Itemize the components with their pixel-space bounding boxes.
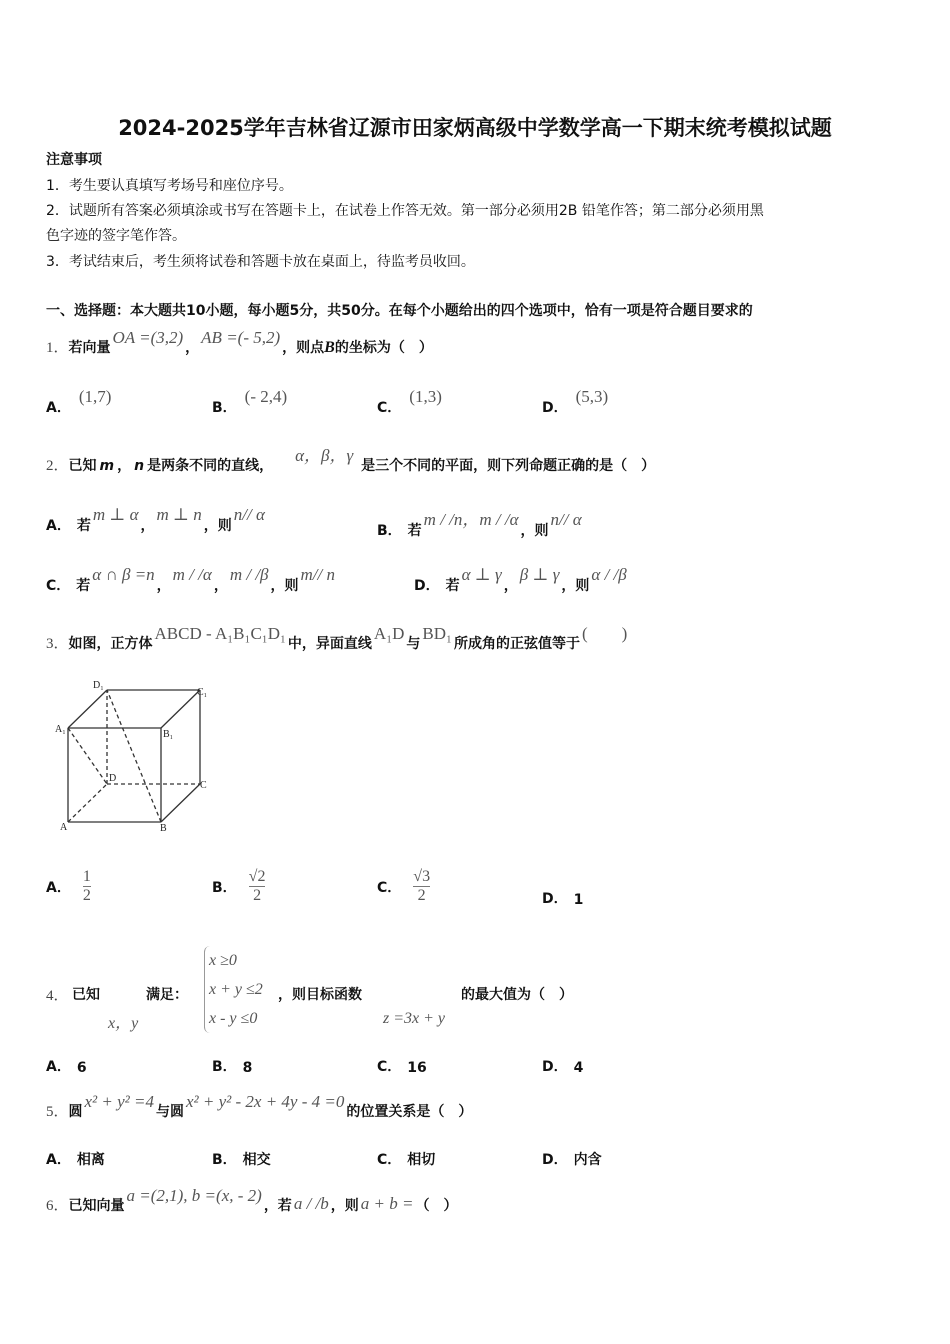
notice-item: 色字迹的签字笔作答。 — [46, 228, 186, 244]
question-text: n — [134, 458, 145, 474]
vertex-label: D₁ — [93, 680, 104, 691]
math: a =(2,1), b =(x, - 2) — [126, 1186, 262, 1205]
option-text: ，则 — [561, 578, 590, 594]
question-text: 的位置关系是（ ） — [346, 1104, 473, 1120]
inequality: x - y ≤0 — [209, 1010, 258, 1027]
question-text: 的坐标为（ ） — [334, 340, 433, 356]
vertex-label: A — [60, 822, 68, 833]
math: α ⊥ γ — [461, 565, 502, 584]
notice-heading: 注意事项 — [46, 152, 102, 168]
question-text: 如图，正方体 — [68, 636, 153, 652]
math: n// α — [550, 510, 582, 529]
page-title: 2024-2025学年吉林省辽源市田家炳高级中学数学高一下期末统考模拟试题 — [118, 116, 832, 140]
option-text: 若 — [76, 578, 91, 594]
option-d[interactable] — [542, 1149, 602, 1169]
option-label: C． — [46, 578, 71, 594]
option-value: (- 2,4) — [244, 387, 288, 406]
option-value: 16 — [407, 1060, 427, 1076]
option-b[interactable] — [377, 510, 584, 540]
math: m ⊥ n — [156, 505, 202, 524]
option-label: D． — [542, 891, 568, 907]
option-value: 内含 — [573, 1152, 602, 1168]
question-text: ，则目标函数 — [278, 987, 362, 1003]
option-text: ， — [213, 578, 228, 594]
option-label: D． — [542, 1152, 568, 1168]
inequality: x + y ≤2 — [209, 981, 263, 998]
option-d[interactable] — [414, 565, 629, 595]
question-number: 2． — [46, 458, 69, 474]
option-text: ，则 — [520, 523, 549, 539]
math: m ⊥ α — [92, 505, 139, 524]
question-number: 1． — [46, 340, 69, 356]
option-label: B． — [212, 879, 237, 896]
math: α，β，γ — [295, 446, 354, 465]
question-text: 若向量 — [68, 340, 111, 356]
option-text: ，则 — [270, 578, 299, 594]
option-label: C． — [377, 1059, 402, 1075]
option-label: B． — [212, 1059, 237, 1075]
question-text: 所成角的正弦值等于 — [453, 636, 580, 652]
option-c[interactable] — [377, 868, 430, 905]
question-text: 已知 — [68, 458, 97, 474]
notice-item: 3．考试结束后，考生须将试卷和答题卡放在桌面上，待监考员收回。 — [46, 254, 475, 270]
option-label: C． — [377, 400, 402, 416]
vertex-label: A₁ — [55, 724, 66, 735]
option-label: D． — [542, 1059, 568, 1075]
cube-figure — [50, 672, 220, 837]
math: A₁D — [373, 624, 405, 643]
question-text: 与 — [406, 636, 421, 652]
option-text: ， — [503, 578, 518, 594]
math: α ∩ β =n — [92, 565, 155, 584]
vertex-label: D — [109, 773, 117, 784]
math: x² + y² =4 — [84, 1092, 154, 1111]
question-text: 的最大值为（ ） — [461, 987, 573, 1003]
option-value: 相离 — [76, 1152, 105, 1168]
option-d[interactable] — [542, 888, 583, 908]
fraction — [83, 868, 91, 905]
math: OA =(3,2) — [112, 328, 184, 347]
option-d[interactable] — [542, 387, 610, 417]
question-text: ，则点 — [282, 340, 325, 356]
math: m / /β — [229, 565, 269, 584]
option-a[interactable] — [46, 387, 113, 417]
math: a + b = — [360, 1194, 414, 1213]
option-c[interactable] — [377, 387, 444, 417]
option-label: A． — [46, 1152, 71, 1168]
numerator: 1 — [82, 868, 91, 885]
option-text: 若 — [76, 518, 91, 534]
option-d[interactable] — [542, 1056, 583, 1076]
numerator: √3 — [413, 868, 431, 885]
question-text: 满足： — [146, 987, 188, 1003]
math: ( ) — [581, 624, 628, 643]
question-text: m — [99, 458, 115, 474]
math: x，y — [108, 1015, 139, 1032]
option-label: D． — [542, 400, 568, 416]
option-a[interactable] — [46, 1056, 87, 1076]
question-text: 是两条不同的直线， — [147, 458, 274, 474]
inequality: x ≥0 — [209, 952, 237, 969]
math: β ⊥ γ — [519, 565, 560, 584]
question-text: ，则 — [330, 1198, 359, 1214]
vertex-label: C₁ — [197, 687, 208, 698]
option-text: ， — [156, 578, 171, 594]
option-text: ，则 — [203, 518, 232, 534]
question-number: 5． — [46, 1104, 69, 1120]
option-label: A． — [46, 879, 71, 896]
vertex-label: C — [200, 780, 207, 791]
option-a[interactable] — [46, 868, 91, 905]
option-label: A． — [46, 518, 71, 534]
question-1 — [46, 328, 433, 358]
option-b[interactable] — [212, 868, 265, 905]
notice-item: 2．试题所有答案必须填涂或书写在答题卡上，在试卷上作答无效。第一部分必须用2B 铅笔作答；第二部分必须用黑 — [46, 203, 764, 219]
option-b[interactable] — [212, 387, 289, 417]
option-c[interactable] — [377, 1149, 435, 1169]
section-heading: 一、选择题：本大题共10小题，每小题5分，共50分。在每个小题给出的四个选项中，恰有一项是符合题目要求的 — [46, 303, 753, 319]
question-6 — [46, 1186, 458, 1216]
question-number: 6． — [46, 1198, 69, 1214]
option-label: A． — [46, 1059, 71, 1075]
math: n// α — [233, 505, 265, 524]
question-text: B — [324, 339, 335, 356]
question-text: 中，异面直线 — [287, 636, 372, 652]
option-a[interactable] — [46, 1149, 105, 1169]
question-text: 已知向量 — [68, 1198, 125, 1214]
numerator: √2 — [248, 868, 266, 885]
option-value: 1 — [573, 892, 584, 908]
question-3 — [46, 624, 629, 654]
fraction — [413, 868, 430, 905]
question-4 — [46, 946, 646, 1036]
vertex-label: B₁ — [163, 729, 174, 740]
denominator: 2 — [417, 887, 426, 904]
option-value: 相交 — [242, 1152, 271, 1168]
math: AB =(- 5,2) — [201, 328, 281, 347]
question-text: （ ） — [415, 1198, 458, 1214]
denominator: 2 — [253, 887, 262, 904]
question-text: 与圆 — [156, 1104, 184, 1120]
question-5 — [46, 1092, 473, 1122]
math: a / /b — [293, 1194, 329, 1213]
inequality-system — [204, 946, 263, 1033]
option-text: ， — [140, 518, 155, 534]
option-a[interactable] — [46, 505, 267, 535]
option-value: 6 — [76, 1060, 87, 1076]
option-value: (1,7) — [78, 387, 112, 406]
option-label: C． — [377, 1152, 402, 1168]
option-label: B． — [212, 400, 237, 416]
option-text: 若 — [445, 578, 460, 594]
question-2 — [46, 446, 656, 476]
option-c[interactable] — [46, 565, 337, 595]
math: x² + y² - 2x + 4y - 4 =0 — [186, 1092, 345, 1111]
question-text: 是三个不同的平面，则下列命题正确的是（ ） — [361, 458, 656, 474]
math: α / /β — [591, 565, 627, 584]
question-number: 4． — [46, 988, 69, 1004]
question-number: 3． — [46, 636, 69, 652]
option-label: C． — [377, 879, 402, 896]
option-label: B． — [212, 1152, 237, 1168]
question-text: 已知 — [72, 987, 100, 1003]
math: ABCD - A₁B₁C₁D₁ — [154, 624, 286, 643]
question-text: ， — [117, 458, 132, 474]
option-b[interactable] — [212, 1149, 271, 1169]
option-text: 若 — [407, 523, 422, 539]
math: m// n — [300, 565, 336, 584]
option-value: 4 — [573, 1060, 584, 1076]
math: BD₁ — [422, 624, 452, 643]
question-text: ，若 — [263, 1198, 292, 1214]
option-value: 8 — [242, 1060, 253, 1076]
vertex-label: B — [160, 823, 167, 834]
option-label: A． — [46, 400, 71, 416]
notice-item: 1．考生要认真填写考场号和座位序号。 — [46, 178, 293, 194]
fraction — [249, 868, 266, 905]
math: z =3x + y — [383, 1010, 446, 1027]
math: m / /n，m / /α — [423, 510, 519, 529]
option-value: (5,3) — [575, 387, 609, 406]
option-b[interactable] — [212, 1056, 252, 1076]
question-text: 圆 — [68, 1104, 83, 1120]
option-label: D． — [414, 578, 440, 594]
option-value: (1,3) — [409, 387, 442, 406]
denominator: 2 — [82, 887, 91, 904]
option-label: B． — [377, 523, 402, 539]
math: m / /α — [172, 565, 212, 584]
option-c[interactable] — [377, 1056, 427, 1076]
question-text: ， — [185, 340, 200, 356]
option-value: 相切 — [407, 1152, 436, 1168]
